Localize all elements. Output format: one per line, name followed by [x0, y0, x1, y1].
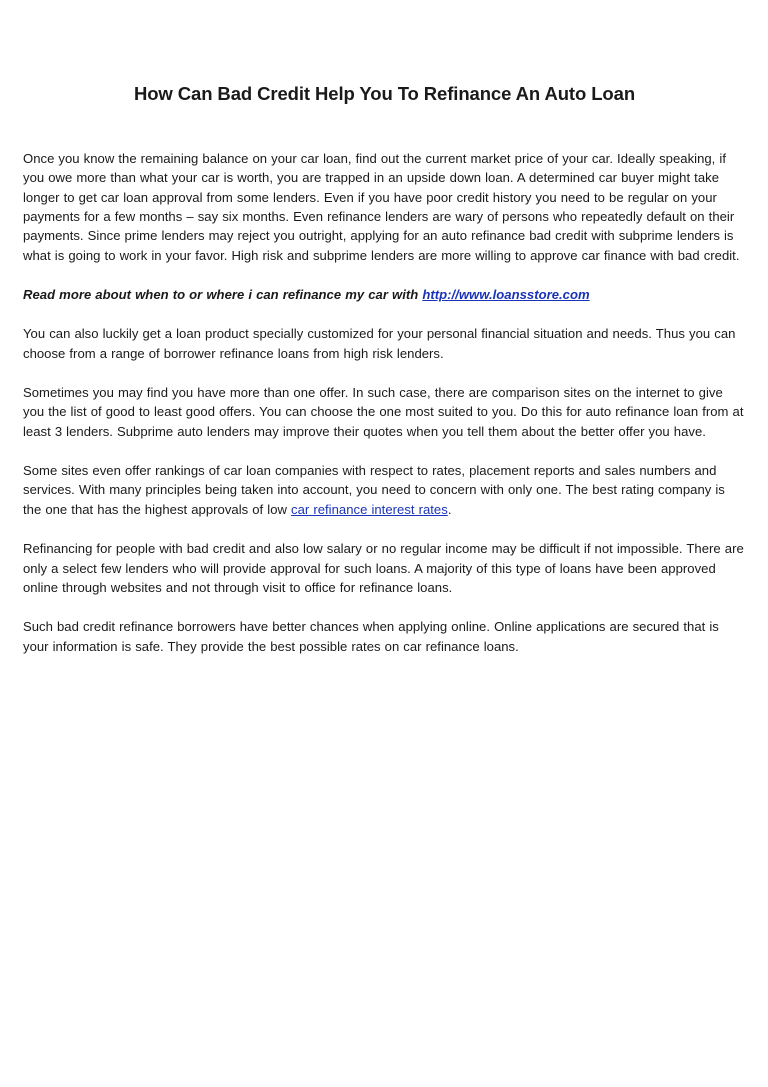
paragraph-custom-loan: You can also luckily get a loan product specially customized for your personal financial situation and needs. Thus you can choose from a range of borrower refinance loans from high risk lenders. [23, 326, 736, 361]
paragraph-intro: Once you know the remaining balance on your car loan, find out the current market price of your car. Ideally speaking, if you owe more than what your car is worth, you are trapped in an upside down loan. A determined car buyer might take longer to get car loan approval from some lenders. Even if you have poor credit history you need to be regular on your payments for a few months – say six months. Even refinance lenders are wary of persons who repeatedly default on their payments. Since prime lenders may reject you outright, applying for an auto refinance bad credit with subprime lenders is what is going to work in your favor. High risk and subprime lenders are more willing to approve car finance with bad credit. [23, 151, 740, 263]
paragraph-online: Such bad credit refinance borrowers have better chances when applying online. Online applications are secured that is your information is safe. They provide the best possible rates on car refinance loans. [23, 619, 719, 654]
read-more-text: Read more about when to or where i can refinance my car with [23, 287, 423, 303]
paragraph-rankings [23, 461, 746, 519]
page-title: How Can Bad Credit Help You To Refinance An Auto Loan [133, 83, 636, 104]
rankings-text: Some sites even offer rankings of car loan companies with respect to rates, placement reports and sales numbers and services. With many principles being taken into account, you need to concern with only one. The best rating company is the one that has the highest approvals of low [23, 463, 725, 517]
loansstore-link[interactable]: http://www.loansstore.com [422, 287, 590, 303]
paragraph-difficulty: Refinancing for people with bad credit and also low salary or no regular income may be difficult if not impossible. There are only a select few lenders who will provide approval for such loans. A majority of this type of loans have been approved online through websites and not through visit to office for refinance loans. [23, 541, 744, 595]
paragraph-offers: Sometimes you may find you have more than one offer. In such case, there are comparison sites on the internet to give you the list of good to least good offers. You can choose the one most suited to you. Do this for auto refinance loan from at least 3 lenders. Subprime auto lenders may improve their quotes when you tell them about the better offer you have. [23, 385, 744, 439]
read-more-line [23, 285, 746, 304]
interest-rates-link[interactable]: car refinance interest rates [291, 501, 448, 517]
rankings-end: . [447, 501, 452, 517]
document-body [23, 149, 746, 656]
